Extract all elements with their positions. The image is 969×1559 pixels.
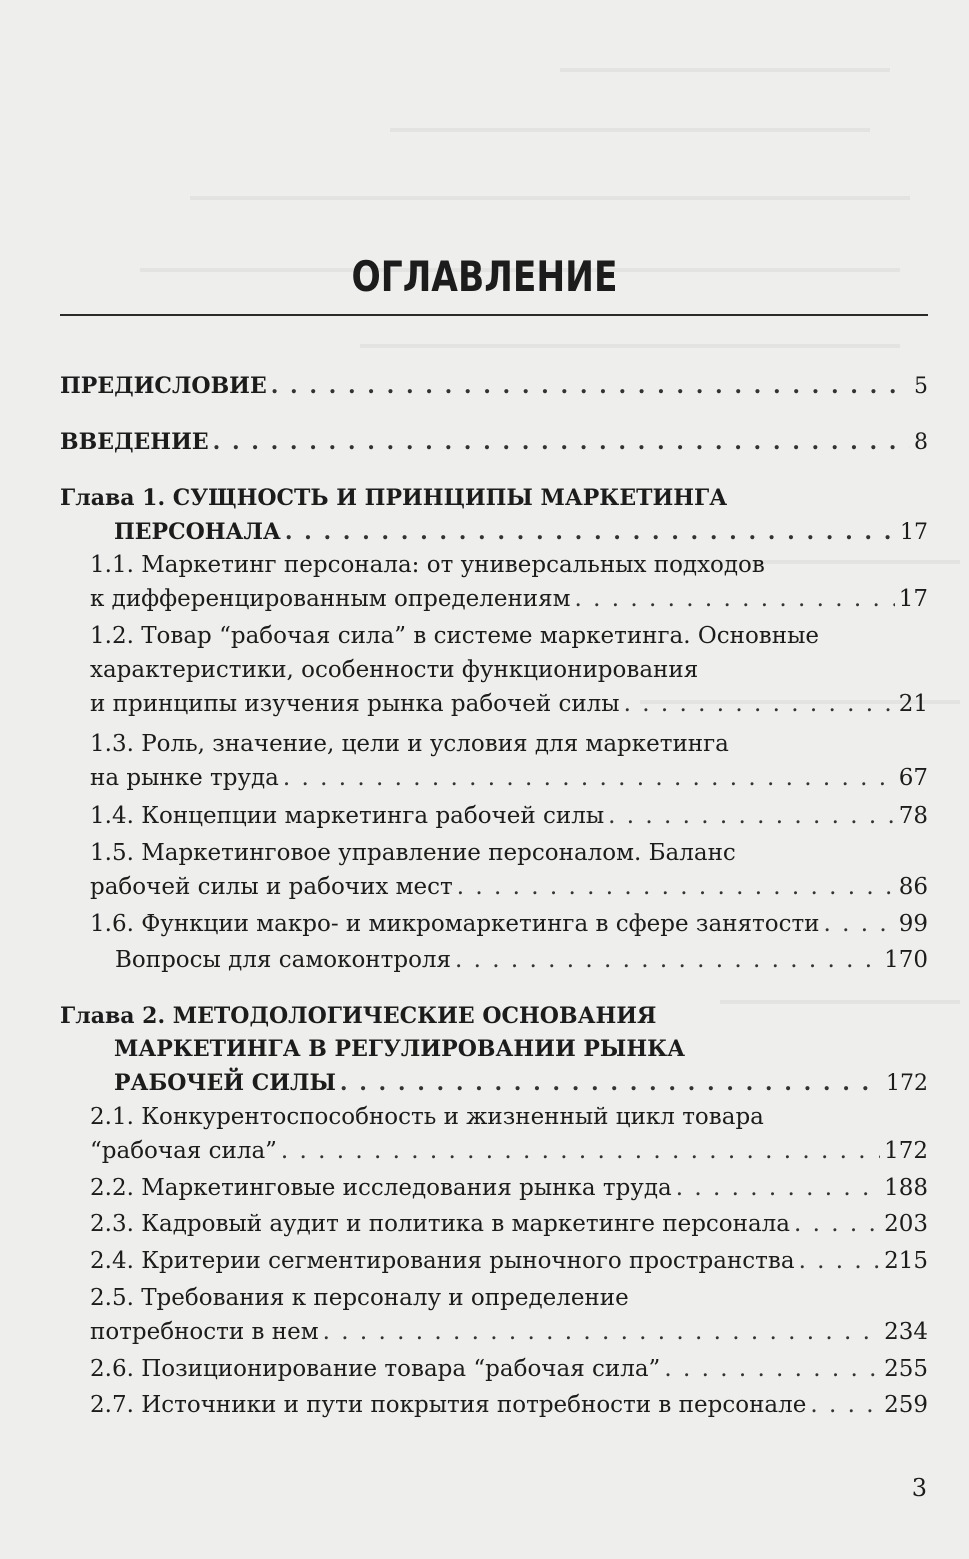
toc-chapter-2-heading[interactable]: Глава 2. МЕТОДОЛОГИЧЕСКИЕ ОСНОВАНИЯ xyxy=(60,1003,657,1029)
leader-dots xyxy=(575,581,895,617)
toc-section-1-6[interactable]: 1.6. Функции макро- и микромаркетинга в сфере занятости . . . 99 xyxy=(60,906,928,942)
leader-dots xyxy=(323,1314,880,1350)
toc-section-2-5[interactable]: 2.5. Требования к персоналу и определение xyxy=(90,1285,629,1311)
leader-dots xyxy=(457,869,895,905)
toc-section-2-2[interactable]: 2.2. Маркетинговые исследования рынка труда . . . 188 xyxy=(60,1170,928,1206)
toc-section-1-5-cont[interactable]: рабочей силы и рабочих мест . . . 86 xyxy=(60,869,928,905)
leader-dots xyxy=(824,906,895,942)
toc-section-2-1[interactable]: 2.1. Конкурентоспособность и жизненный цикл товара xyxy=(90,1104,764,1130)
leader-dots xyxy=(799,1243,881,1279)
leader-dots xyxy=(285,514,896,550)
toc-chapter-2-heading-cont-a[interactable]: МАРКЕТИНГА В РЕГУЛИРОВАНИИ РЫНКА xyxy=(114,1036,686,1062)
toc-chapter-1-heading-cont[interactable]: ПЕРСОНАЛА . . . 17 xyxy=(60,514,928,550)
leader-dots xyxy=(455,942,880,978)
leader-dots xyxy=(664,1351,880,1387)
leader-dots xyxy=(281,1133,880,1169)
toc-section-2-4[interactable]: 2.4. Критерии сегментирования рыночного пространства . . . 215 xyxy=(60,1243,928,1279)
toc-self-check-1[interactable]: Вопросы для самоконтроля . . . 170 xyxy=(60,942,928,978)
toc-section-1-1-cont[interactable]: к дифференцированным определениям . . . 17 xyxy=(60,581,928,617)
title-divider xyxy=(60,314,928,316)
leader-dots xyxy=(340,1065,882,1101)
leader-dots xyxy=(676,1170,880,1206)
toc-section-1-2-cont-b[interactable]: и принципы изучения рынка рабочей силы . . . 21 xyxy=(60,686,928,722)
leader-dots xyxy=(810,1387,880,1423)
toc-section-1-1[interactable]: 1.1. Маркетинг персонала: от универсальных подходов xyxy=(90,552,765,578)
leader-dots xyxy=(283,760,895,796)
leader-dots xyxy=(271,368,910,404)
leader-dots xyxy=(794,1206,880,1242)
toc-chapter-1-heading[interactable]: Глава 1. СУЩНОСТЬ И ПРИНЦИПЫ МАРКЕТИНГА xyxy=(60,485,728,511)
toc-title: ОГЛАВЛЕНИЕ xyxy=(351,252,618,301)
toc-section-1-2-cont-a[interactable]: характеристики, особенности функционирования xyxy=(90,657,699,683)
toc-chapter-2-heading-cont-b[interactable]: РАБОЧЕЙ СИЛЫ . . . 172 xyxy=(60,1065,928,1101)
toc-section-2-1-cont[interactable]: “рабочая сила” . . . 172 xyxy=(60,1133,928,1169)
toc-section-2-6[interactable]: 2.6. Позиционирование товара “рабочая сила” . . . 255 xyxy=(60,1351,928,1387)
leader-dots xyxy=(608,798,895,834)
toc-section-2-5-cont[interactable]: потребности в нем . . . 234 xyxy=(60,1314,928,1350)
toc-section-1-5[interactable]: 1.5. Маркетинговое управление персоналом. Баланс xyxy=(90,840,736,866)
toc-entry-introduction[interactable]: ВВЕДЕНИЕ . . . 8 xyxy=(60,424,928,460)
toc-section-1-2[interactable]: 1.2. Товар “рабочая сила” в системе маркетинга. Основные xyxy=(90,623,820,649)
toc-section-2-7[interactable]: 2.7. Источники и пути покрытия потребности в персонале . . . 259 xyxy=(60,1387,928,1423)
toc-section-2-3[interactable]: 2.3. Кадровый аудит и политика в маркетинге персонала . . . 203 xyxy=(60,1206,928,1242)
toc-section-1-3-cont[interactable]: на рынке труда . . . 67 xyxy=(60,760,928,796)
leader-dots xyxy=(213,424,910,460)
toc-section-1-3[interactable]: 1.3. Роль, значение, цели и условия для маркетинга xyxy=(90,731,729,757)
leader-dots xyxy=(624,686,895,722)
toc-section-1-4[interactable]: 1.4. Концепции маркетинга рабочей силы . . . 78 xyxy=(60,798,928,834)
page-number: 3 xyxy=(911,1474,927,1502)
toc-entry-preface[interactable]: ПРЕДИСЛОВИЕ . . . 5 xyxy=(60,368,928,404)
